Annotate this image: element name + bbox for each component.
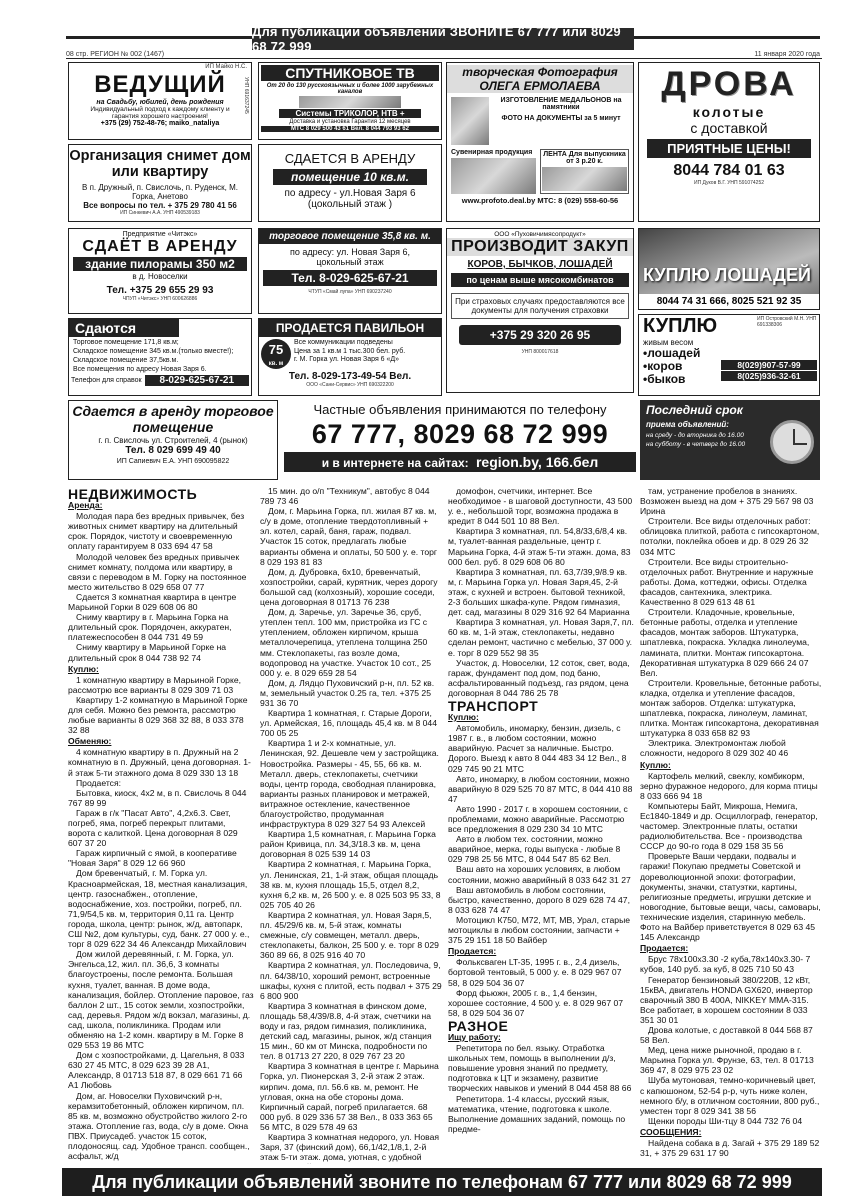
classified-ad: Форд фьюжн, 2005 г. в., 1,4 бензин, хорошее состояние, 4 500 у. е. 8 029 967 07 58, 8 029 504 36 07 xyxy=(448,987,624,1018)
ad-arenda10 xyxy=(258,144,442,222)
classified-ad: Сниму квартиру в Марьиной Горке на длительный срок 8 044 738 92 74 xyxy=(68,642,227,663)
issue-date: 11 января 2020 года xyxy=(754,51,820,58)
ad-line: ПРИЯТНЫЕ ЦЕНЫ! xyxy=(647,139,811,158)
ad-owner: ИП Синкевич А.А. УНП 490539183 xyxy=(120,210,200,216)
classified-ad: Молодая пара без вредных привычек, без животных снимет квартиру на длительный срок. Порядок, чистоту и своевременную оплату гарантируем 8 033 694 47 58 xyxy=(68,511,245,552)
ad-unp: УНП 800017618 xyxy=(521,349,559,355)
classified-ad: Квартира 3 комнатная в центре г. Марьина Горка, ул. Пионерская 3, 2-й этаж 2 этаж. кирпич. дома, пл. 56.6 кв. м, ремонт. Не угловая, окна на обе стороны дома. Кирпичный сарай, погреб прилагается. 68 000 руб. 8 029 336 57 38 Вел., 8 033 363 65 56 МТС, 8 029 578 49 63 xyxy=(260,1061,439,1132)
classified-ad: Брус 78х100х3.30 -2 куба,78х140х3.30- 7 кубов, 140 руб. за куб, 8 025 710 50 43 xyxy=(640,954,811,975)
classified-ad: 4 комнатную квартиру в п. Дружный на 2 комнатную в п. Дружный, цена договорная. 1-й этаж 5-ти этажного дома 8 029 330 13 18 xyxy=(68,747,251,778)
column-1 xyxy=(68,486,254,1164)
ad-line: г. п. Свислочь ул. Строителей, 4 (рынок) xyxy=(98,436,248,445)
ad-drova xyxy=(638,62,820,222)
classified-ad: Дом, д. Лядцо Пуховичский р-н, пл. 52 кв. м, земельный участок 0.25 га, тел. +375 25 931 36 70 xyxy=(260,677,435,708)
footer-banner: Для публикации объявлений звоните по телефонам 67 777 или 8029 68 72 999 xyxy=(62,1168,822,1196)
ad-item: •коров xyxy=(643,359,683,373)
ad-phone: 8-029-625-67-21 xyxy=(145,375,249,386)
ad-title: ДРОВА xyxy=(661,65,797,103)
ad-pavilon xyxy=(258,318,442,396)
ad-chastnye xyxy=(284,400,636,480)
ad-line: в д. Новоселки xyxy=(132,272,188,281)
classified-ad: Дом, д. Заречье, ул. Заречье 36, сруб, утеплен тепл. 100 мм, пристройка из ГС с утеплением, обложен кирпичом, крыша металлочерепица, утеплена толщина 250 мм. Стеклопакеты, газ возле дома, водопровод на участке. Участок 10 сот., 25 000 у. е. 8 029 659 28 54 xyxy=(260,607,432,678)
classified-ad: Дом бревенчатый, г. М. Горка ул. Красноармейская, 18, местная канализация, центр. газоснабжен., отопление, водоснабжение, хоз. постройки, погреб, пл. 71,9/54,5 кв. м, территория 0,11 га. Центр города, школа, центр: рынок, ж/д, автопарк, СШ №2, дом культуры, суд, банк. 27 000 у. е., торг 8 029 622 34 46 Александр Михайлович xyxy=(68,868,250,950)
classified-ad: Молодой человек без вредных привычек снимет комнату, полдома или квартиру, в связи с переводом в М. Горку на постоянное место жительство 8 029 658 07 77 xyxy=(68,551,247,592)
clock-icon xyxy=(770,420,814,464)
classified-ad: Сниму квартиру в г. Марьина Горка на длительный срок. Порядочен, аккуратен, платежеспособен 8 044 731 49 59 xyxy=(68,612,232,643)
ad-item: •лошадей xyxy=(643,346,701,360)
subsection-heading: Куплю: xyxy=(640,759,671,770)
classified-ad: Квартира 1,5 комнатная, г. Марьина Горка район Кривица, пл. 34,3/18.3 кв. м, цена договорная 8 025 539 14 03 xyxy=(260,829,436,860)
classified-ad: Квартира 3 комнатная в финском доме, площадь 58,4/39/8.8, 4-й этаж, счетчики на воду и газ, рядом гимназия, поликлиника, детский сад, магазины, рынок, ж/д станция 15 мин., 60 км от Минска, подробности по тел. 8 01713 27 220, 8 029 767 23 20 xyxy=(260,1000,432,1062)
ad-phone: +375 29 320 26 95 xyxy=(459,325,621,345)
pavilon-size: 75 xyxy=(268,342,284,357)
classified-ad: 1 комнатную квартиру в Марьиной Горке, рассмотрю все варианты 8 029 309 71 03 xyxy=(68,674,241,695)
ad-phone-label: Телефон для справок xyxy=(71,377,142,384)
ad-phone: 67 777, 8029 68 72 999 xyxy=(311,419,609,449)
ad-title: Сдается в аренду торговое помещение xyxy=(72,403,274,435)
ad-srok xyxy=(640,400,820,480)
classified-ad: Мед, цена ниже рыночной, продаю в г. Марьина Горка ул. Фрунзе, 63, тел. 8 01713 369 47, 8 029 975 23 02 xyxy=(640,1045,814,1076)
ad-title: ПРОИЗВОДИТ ЗАКУП xyxy=(447,238,633,256)
ad-title: Последний срок xyxy=(646,403,743,417)
page-info: 08 стр. РЕГИОН № 002 (1467) xyxy=(66,51,165,58)
classified-ad: Гараж кирпичный с ямой, в кооперативе "Новая Заря" 8 029 12 66 960 xyxy=(68,848,237,869)
ad-line: с доставкой xyxy=(690,120,768,136)
pavilon-unit: кв. м xyxy=(268,361,284,367)
ad-row: Складское помещение 37,5кв.м. xyxy=(73,357,179,364)
ad-phone: Тел. +375 29 655 29 93 xyxy=(106,285,214,296)
ad-line: Индивидуальный подход к каждому клиенту и гарантия хорошего настроения! xyxy=(90,106,230,120)
ad-row: Все помещения по адресу Новая Заря 6. xyxy=(73,366,207,373)
ad-phone: МТС 8 029 500 43 61 Вел. 8 044 793 93 62 xyxy=(261,126,439,132)
ad-phone: 8(029)907-57-99 xyxy=(721,360,817,370)
classified-ad: Дом, д. Дубровка, 6х10, бревенчатый, хозпостройки, сарай, курятник, через дорогу большой сад (колхозный), хорошие соседи, цена договорная 8 01713 76 238 xyxy=(260,566,438,608)
classified-ad: Авто, иномарку, в любом состоянии, можно аварийную 8 029 525 70 87 МТС, 8 044 410 88 47 xyxy=(448,773,633,804)
classified-ad: Репетитора. 1-4 классы, русский язык, математика, чтение, подготовка к школе. Выполнение домашних заданий, помощь по предме- xyxy=(448,1093,626,1134)
ad-line: на среду - до вторника до 16.00 xyxy=(646,432,744,439)
ad-row: Складское помещение 345 кв.м.(только вместе!); xyxy=(73,348,234,355)
classified-ad: Репетитора по бел. языку. Отработка школьных тем, помощь в выполнении д/з, повышение уровня знаний по предмету, подготовка к ЦТ и экзамену, развитие творческих навыков и умений 8 044 458 88 66 xyxy=(448,1043,632,1094)
ad-kvartira xyxy=(68,144,252,222)
classified-ad: Авто 1990 - 2017 г. в хорошем состоянии, с проблемами, можно аварийные. Рассмотрю все предложения 8 029 230 34 10 МТС xyxy=(448,803,628,835)
classified-ad: Найдена собака в д. Загай + 375 29 189 52 31, + 375 29 631 17 90 xyxy=(640,1138,820,1159)
ad-web: www.profoto.deal.by МТС: 8 (029) 558-60-56 xyxy=(461,196,619,205)
ad-line: В п. Дружный, п. Свислочь, п. Руденск, М. Горка, Анетово xyxy=(82,183,238,201)
classified-ad: Электрика. Электромонтаж любой сложности, недорого 8 029 302 40 46 xyxy=(640,738,789,759)
ad-zdanie xyxy=(68,228,252,314)
ad-line: Сувенирная продукция xyxy=(451,149,533,156)
classified-ad: Дом, г. Марьина Горка, пл. жилая 87 кв. м, с/у в доме, отопление твердотопливный + эл. котел, сарай, баня, гараж, подвал. Участок 15 соток, предлагать любые варианты обмена и оплаты, 50 500 у. е. торг 8 029 193 81 83 xyxy=(260,506,438,567)
ad-owner: ИП Сапиевич Е.А. УНП 690095822 xyxy=(116,458,230,465)
classified-ad: Шуба мутоновая, темно-коричневый цвет, с капюшоном, 52-54 р-р, чуть ниже колен, немного б/у, в отличном состоянии, 800 руб., уместен торг 8 029 341 38 56 xyxy=(640,1075,820,1116)
classified-ad: домофон, счетчики, интернет. Все необходимое - в шаговой доступности, 43 500 у. е., небольшой торг, возможна продажа в кредит 8 044 501 10 88 Вел. xyxy=(448,486,633,527)
classified-ad: Участок, д. Новоселки, 12 соток, свет, вода, гараж, фундамент под дом, под баню, асфальтированный подъезд, газ рядом, цена договорная 8 044 786 25 78 xyxy=(448,657,630,698)
ad-phone: Тел. 8-029-625-67-21 xyxy=(263,270,437,286)
ad-owner: ООО «Пуховичимясопродукт» xyxy=(494,231,586,238)
ad-phone: Тел. 8 029 699 49 40 xyxy=(125,445,221,456)
ad-line: Цена за 1 кв.м 1 тыс.300 бел. руб. xyxy=(294,347,406,355)
classified-ad: Щенки породы Ши-тцу 8 044 732 76 04 xyxy=(648,1115,803,1126)
classified-ad: Проверьте Ваши чердаки, подвалы и гаражи! Покупаю предметы Советской и дореволюционной эпохи: фотографии, документы, значки, статуэтки, картины, религиозные предметы, игрушки детские и новогодние, бытовые вещи, часы, самовары, технические изделия, старинную мебель. Фото на Вайбер приветствуется 8 029 63 45 145 Александр xyxy=(640,851,821,943)
ad-line: по ценам выше мясокомбинатов xyxy=(451,273,629,287)
classified-ad: Дрова колотые, с доставкой 8 044 568 87 58 Вел. xyxy=(640,1024,813,1046)
souvenir-photo xyxy=(451,158,536,194)
subsection-heading: СООБЩЕНИЯ: xyxy=(640,1126,702,1137)
subsection-heading: Ищу работу: xyxy=(448,1031,501,1042)
classified-ad: Картофель мелкий, свеклу, комбикорм, зерно фуражное недорого, для корма птицы 8 033 666 94 18 xyxy=(640,770,818,801)
ad-sputnik xyxy=(258,62,442,140)
ad-kuplyu-skot xyxy=(638,314,820,396)
ad-phone: Все вопросы по тел. + 375 29 780 41 56 xyxy=(83,201,237,210)
classified-ad: Ваш авто на хороших условиях, в любом состоянии, можно аварийный 8 033 642 31 27 xyxy=(448,864,631,885)
ad-foto xyxy=(446,62,634,222)
classified-ad: Дом жилой деревянный, г. М. Горка, ул. Энгельса,12, жил. пл. 36,6, 3 комнаты благоустроены, после ремонта. Большая кухня, туалет, ванная. В доме вода, канализация, бойлер. Отопление паровое, газ баллон 2 шт., 15 соток земли, хозпостройки, сад, деревья. Рядом ж/д вокзал, магазины, д. сад, школа, поликлиника. Продам или обменяю на 1-2 комн. квартиру в М. Горке 8 029 553 19 86 МТС xyxy=(68,949,254,1051)
ad-owner: ООО «Сани-Сервис» УНП 690322200 xyxy=(306,382,394,388)
column-2 xyxy=(260,486,442,1164)
classified-ad: Квартира 2 комнатная, ул. Последовича, 9, пл. 64/38/10, хороший ремонт, встроенные шкафы, кухня с плитой, есть подвал + 375 29 6 800 900 xyxy=(260,960,442,1001)
classified-ad: Квартира 2 комнатная, ул. Новая Заря,5, пл. 45/29/6 кв. м, 5-й этаж, комнаты смежные, с/у совмещен, металл. дверь, стеклопакеты, балкон, 25 500 у. е. торг 8 029 360 89 66, 8 025 916 40 70 xyxy=(260,909,439,961)
ad-line: Доставка и установка Гарантия 12 месяцев xyxy=(289,119,411,125)
classified-ad: Квартира 1 и 2-х комнатные, ул. Ленинская, 92. Дешевле чем у застройщика. Новостройка. Размеры - 45, 55, 66 кв. м. Металл. дверь, стеклопакеты, счетчики воды, центр города, свободная планировка, варианты разных планировок и метражей, витражное остекление, качественное благоустройство, продуманная инфраструктура 8 029 327 54 93 Алексей xyxy=(260,738,439,830)
subsection-heading: Куплю: xyxy=(68,663,99,674)
ad-owner: ИП Дуков В.Г. УНП 591074252 xyxy=(693,180,765,186)
ad-sites: region.by, 166.бел xyxy=(475,454,599,470)
subsection-heading: Продается: xyxy=(640,943,689,954)
ad-unp: ЧПУП «Читэкс» УНП 600626886 xyxy=(122,296,198,302)
ad-phone: 8044 74 31 666, 8025 521 92 35 xyxy=(639,294,819,309)
ad-unp: УНП 691637245 xyxy=(243,77,249,114)
ad-title: СПУТНИКОВОЕ ТВ xyxy=(261,65,439,81)
classified-ad: Авто в любом тех. состоянии, можно аварийное, мерка, годы выпуска - любые 8 029 798 25 56 МТС, 8 044 547 85 62 Вел. xyxy=(448,834,621,865)
ad-line: и в интернете на сайтах: xyxy=(321,456,469,470)
ad-phone: +375 (29) 752-48-76; maiko_nataliya xyxy=(100,120,220,127)
ad-title: Сдаются xyxy=(69,319,179,337)
ad-phone: Тел. 8-029-173-49-54 Вел. xyxy=(288,371,412,382)
ad-kuplyu-loshadey xyxy=(638,228,820,310)
ad-phone: 8(025)936-32-61 xyxy=(721,371,817,381)
ad-sdayutsya xyxy=(68,318,252,396)
classified-ad: Компьютеры Байт, Микроша, Немига, Ес1840-1849 и др. Осциллограф, генератор, частомер. Электронные платы, остатки радиолюбительства. Все - производства СССР до 90-го года 8 029 158 35 56 xyxy=(640,800,818,852)
ad-item: •быков xyxy=(643,372,686,386)
classified-ad: Мотоцикл К750, М72, МТ, МВ, Урал, старые мотоциклы в любом состоянии, запчасти + 375 29 151 18 50 Вайбер xyxy=(448,914,631,946)
classified-ad: Генератор бензиновый 380/220В, 12 кВт, 15кВА, двигатель HONDA GX620, инвертор сварочный 380 В 400А, NIKKEY MMA-315. Все работает, в хорошем состоянии 8 033 351 30 01 xyxy=(640,974,813,1025)
ad-owner: ЧТУП «Смай лупа» УНП 690237240 xyxy=(308,289,392,295)
portrait-photo xyxy=(451,97,489,145)
classified-ad: Квартиру 1-2 комнатную в Марьиной Горке для себя. Можно без ремонта, рассмотрю любые варианты 8 029 368 32 88, 8 033 378 32 88 xyxy=(68,694,248,736)
classified-ad: Бытовка, киоск, 4х2 м, в п. Свислочь 8 044 767 89 99 xyxy=(68,787,247,808)
ad-title: творческая Фотография ОЛЕГА ЕРМОЛАЕВА xyxy=(447,65,633,93)
classified-ad: Квартира 2 комнатная, г. Марьина Горка, ул. Ленинская, 21, 1-й этаж, общая площадь 38 кв. м, кухня площадь 15,5, отдел 8,2, кухня 6,2 кв. м, 26 500 у. е. 8 025 503 95 33, 8 025 705 40 26 xyxy=(260,859,441,910)
classified-ad: Сдается 3 комнатная квартира в центре Марьиной Горки 8 029 608 06 80 xyxy=(68,591,237,613)
ad-line: Частные объявления принимаются по телефону xyxy=(313,402,607,417)
ad-line: колотые xyxy=(692,104,766,120)
column-4 xyxy=(640,486,822,1164)
ad-title: СДАЕТСЯ В АРЕНДУ xyxy=(284,151,416,166)
ad-title: КУПЛЮ ЛОШАДЕЙ xyxy=(643,265,811,285)
ad-line: При страховых случаях предоставляются все документы для получения страховки xyxy=(451,293,629,319)
satellite-dish-icon xyxy=(299,96,401,108)
ad-title: ВЕДУЩИЙ xyxy=(94,71,226,98)
section-heading: РАЗНОЕ xyxy=(448,1017,509,1034)
classified-ad: Квартира 3 комнатная, пл. 54,8/33,6/8,4 кв. м, туалет-ванная раздельные, центр г. Марьина Горка, 4-й этаж 5-ти этажн. дома, 83 000 бел. руб. 8 029 608 06 80 xyxy=(448,526,631,567)
column-3 xyxy=(448,486,634,1164)
ad-line: помещение 10 кв.м. xyxy=(273,169,427,185)
ad-line: ИЗГОТОВЛЕНИЕ МЕДАЛЬОНОВ на памятники xyxy=(500,97,622,111)
subsection-heading: Обменяю: xyxy=(68,736,112,747)
classified-ad: Дом, аг. Новоселки Пуховичский р-н, керамзитобетонный, обложен кирпичом, пл. 85 кв. м, возможно обустройство жилого 2-го этажа. Отопление газ, вода, с/у в доме. Окна ПВХ. Приусадеб. участок 15 соток, плодоносящ. сад. Удобное трансп. сообщен., асфальт, ж/д xyxy=(68,1090,250,1162)
classified-ad: Квартира 3 комнатная, ул. Новая Заря,7, пл. 60 кв. м, 1-й этаж, стеклопакеты, недавно сделан ремонт, частично с мебелью, 37 000 у. е. торг 8 029 552 98 35 xyxy=(448,617,634,658)
subsection-heading: Продается: xyxy=(448,946,497,957)
ad-line: КОРОВ, БЫЧКОВ, ЛОШАДЕЙ xyxy=(467,259,613,270)
classified-ad: Продается: xyxy=(76,777,122,788)
classified-ad: Гараж в г/к "Пасат Авто", 4,2х6.3. Свет, погреб, яма, погреб перекрыт плитами, ворота с калиткой. Цена договорная 8 029 607 37 20 xyxy=(68,807,238,849)
classified-ad: Ваш автомобиль в любом состоянии, быстро, качественно, дорого 8 029 628 74 47, 8 033 628 74 47 xyxy=(448,884,630,915)
classified-ad: там, устранение пробелов в знаниях. Возможен выезд на дом + 375 29 567 98 03 Ирина xyxy=(640,486,814,517)
ad-vedushiy xyxy=(68,62,252,140)
header-divider xyxy=(66,58,822,59)
header-rule-right xyxy=(634,36,820,39)
ad-row: Торговое помещение 171,8 кв.м; xyxy=(73,339,179,346)
ad-title: СДАЁТ В АРЕНДУ xyxy=(82,238,238,255)
ad-owner: Предприятие «Читэкс» xyxy=(122,231,198,238)
ad-line: на Свадьбу, юбилей, день рождения xyxy=(96,99,224,106)
ad-line: по адресу: ул. Новая Заря 6, цокольный этаж xyxy=(290,247,410,267)
ad-phone: 8044 784 01 63 xyxy=(673,162,785,179)
classified-ad: Строители. Кладочные, кровельные, бетонные работы, отделка и утепление фасадов, монтаж заборов. Штукатурка, шпатлевка, покраска. Укладка линолеума, ламината, плитки. Монтаж гипсокартона. Декоративная штукатурка 8 029 666 24 07 Вел. xyxy=(640,607,810,678)
ad-line: От 20 до 130 русскоязычных и более 1000 зарубежных каналов xyxy=(266,83,434,95)
subsection-heading: Аренда: xyxy=(68,500,103,511)
ad-zakup xyxy=(446,228,634,393)
classified-ad: 15 мин. до о/п "Техникум", автобус 8 044 789 73 46 xyxy=(260,486,430,507)
ad-sub: приема объявлений: xyxy=(646,420,729,429)
classified-ad: Строители. Все виды строительно-отделочных работ. Внутренние и наружные работы. Дома, коттеджи, офисы. Отделка фасадов, сантехника, электрика. Качественно 8 029 613 48 61 xyxy=(640,556,814,608)
classified-ad: Автомобиль, иномарку, бензин, дизель, с 1987 г. в., в любом состоянии, можно аварийную. Расчет за наличные. Быстро. Дорого. Выезд к авто 8 044 483 34 12 Вел., 8 029 745 90 21 МТС xyxy=(448,723,627,774)
ad-line: по адресу - ул.Новая Заря 6 (цокольный этаж ) xyxy=(284,188,416,210)
ribbon-photo xyxy=(542,167,627,191)
ad-title: ПРОДАЕТСЯ ПАВИЛЬОН xyxy=(259,319,441,337)
ad-torgovoe35 xyxy=(258,228,442,314)
ad-title: Организация снимет дом или квартиру xyxy=(69,148,251,180)
subsection-heading: Куплю: xyxy=(448,712,479,723)
classified-ad: Строители. Все виды отделочных работ: облицовка плиткой, работа с гипсокартоном, потолки, поклейка обоев и др. 8 029 26 32 034 МТС xyxy=(640,516,820,557)
section-heading: ТРАНСПОРТ xyxy=(448,697,539,714)
ad-owner: ИП Островский М.Н. УНП 691338306 xyxy=(757,316,817,328)
section-heading: НЕДВИЖИМОСТЬ xyxy=(68,486,198,502)
ad-line: Системы ТРИКОЛОР, НТВ + xyxy=(279,109,421,118)
ad-line: на субботу - в четверг до 16.00 xyxy=(646,441,746,448)
ad-owner: ИП Майко Н.С. xyxy=(205,64,247,70)
ad-line: Все коммуникации подведены xyxy=(294,339,393,346)
ad-line: ЛЕНТА Для выпускника от 3 р.20 к. xyxy=(543,151,626,165)
classified-ad: Квартира 1 комнатная, г. Старые Дороги, ул. Армейская, 16, площадь 45,4 кв. м 8 044 700 05 25 xyxy=(260,708,437,739)
header-rule-left xyxy=(66,36,252,39)
ad-arenda-svisloch xyxy=(68,400,278,480)
ad-title: торговое помещение 35,8 кв. м. xyxy=(259,229,441,244)
ad-line: ФОТО НА ДОКУМЕНТЫ за 5 минут xyxy=(501,115,621,122)
ad-sub: живым весом xyxy=(643,338,694,347)
classified-ad: Квартира 3 комнатная недорого, ул. Новая Заря, 37 (финский дом), 66,1/42,1/8,1, 2-й этаж 5-ти этаж. дома, уютная, с удобной xyxy=(260,1132,440,1163)
ad-line: здание пилорамы 350 м2 xyxy=(73,257,247,271)
top-banner: Для публикации объявлений ЗВОНИТЕ 67 777 или 8029 68 72 999 xyxy=(252,28,634,50)
classified-ad: Фольксваген LT-35, 1995 г. в., 2,4 дизель, бортовой тентовый, 5 000 у. е. 8 029 967 07 58, 8 029 504 36 07 xyxy=(448,957,622,988)
classified-ad: Квартира 3 комнатная, пл. 63,7/39,9/8.9 кв. м, г. Марьина Горка ул. Новая Заря,45, 2-й этаж, с кухней и встроен. бытовой техникой, 2-3 больших шкафа-купе. Рядом гимназия, дет. сад, магазины 8 029 316 92 64 Марианна xyxy=(448,566,630,618)
ad-title: КУПЛЮ xyxy=(643,315,718,337)
ad-line: г. М. Горка ул. Новая Заря 6 «Д» xyxy=(294,356,400,363)
classified-ad: Дом с хозпостройками, д. Цагельня, 8 033 630 27 45 МТС, 8 029 623 39 28 А1, Александр, 8 01713 518 87, 8 029 661 71 66 А1 Любовь xyxy=(68,1050,245,1091)
classified-ad: Строители. Кровельные, бетонные работы, кладка, отделка и утепление фасадов, монтаж заборов. Отделка: штукатурка, шпатлевка, покраска, линолеум, ламинат, плитка. Монтаж гипсокартона, декоративная штукатурка 8 033 658 82 93 xyxy=(640,677,822,739)
